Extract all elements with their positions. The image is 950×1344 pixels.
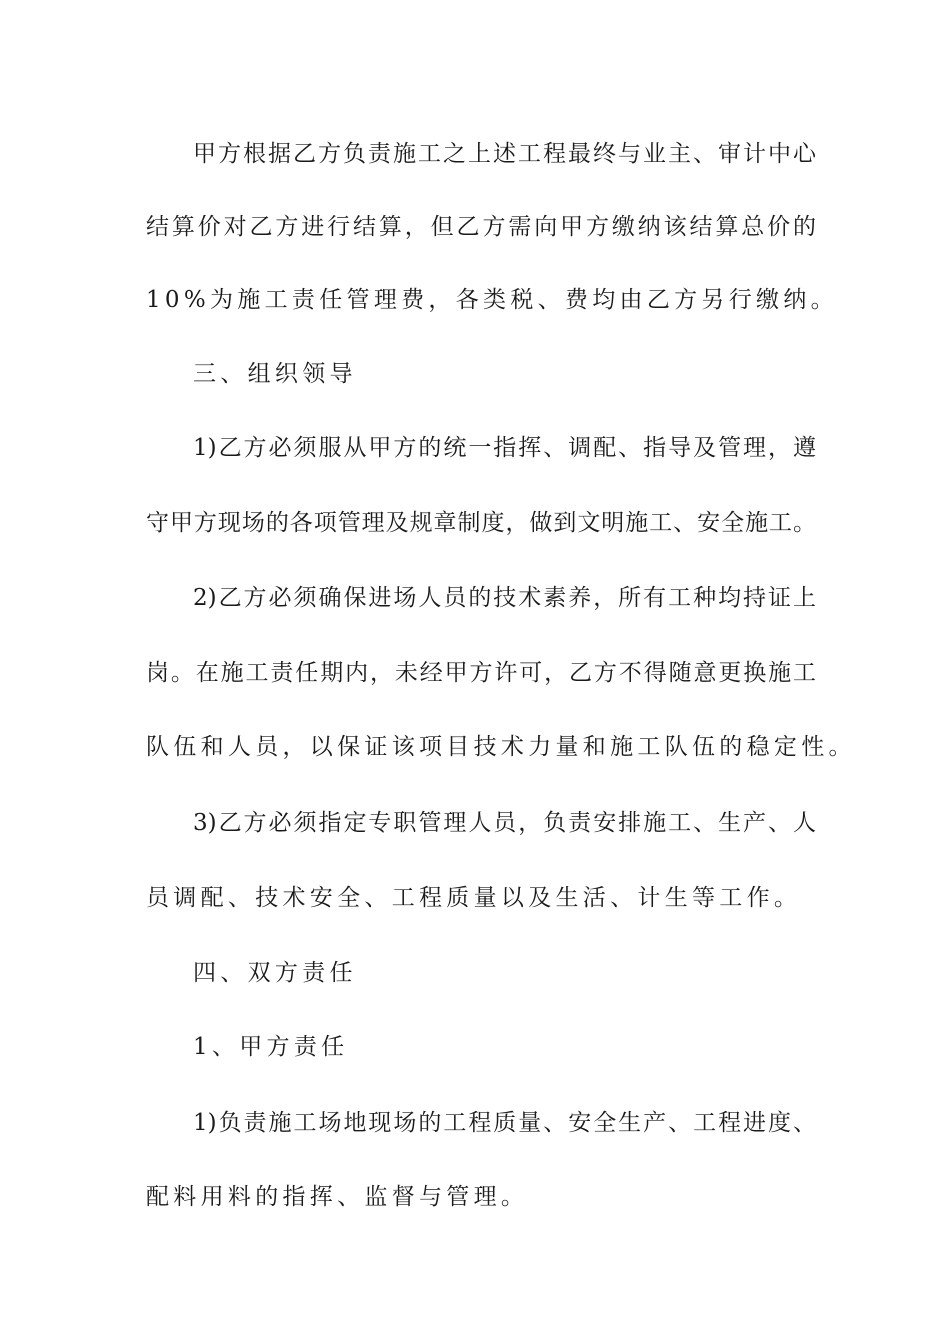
section-heading: 四、双方责任 xyxy=(193,960,357,986)
paragraph-line: 10%为施工责任管理费，各类税、费均由乙方另行缴纳。 xyxy=(146,287,838,313)
paragraph-line: 1)乙方必须服从甲方的统一指挥、调配、指导及管理，遵 xyxy=(193,435,816,461)
paragraph-line: 守甲方现场的各项管理及规章制度，做到文明施工、安全施工。 xyxy=(146,510,816,536)
paragraph-line: 3)乙方必须指定专职管理人员，负责安排施工、生产、人 xyxy=(193,810,816,836)
paragraph-line: 岗。在施工责任期内，未经甲方许可，乙方不得随意更换施工 xyxy=(146,660,816,686)
paragraph-line: 2)乙方必须确保进场人员的技术素养，所有工种均持证上 xyxy=(193,585,816,611)
paragraph-line: 员调配、技术安全、工程质量以及生活、计生等工作。 xyxy=(146,885,802,911)
section-heading: 三、组织领导 xyxy=(193,361,357,387)
subsection-heading: 1、甲方责任 xyxy=(193,1034,349,1060)
paragraph-line: 队伍和人员，以保证该项目技术力量和施工队伍的稳定性。 xyxy=(146,734,856,760)
paragraph-line: 甲方根据乙方负责施工之上述工程最终与业主、审计中心 xyxy=(193,141,816,167)
paragraph-line: 结算价对乙方进行结算，但乙方需向甲方缴纳该结算总价的 xyxy=(146,214,816,240)
paragraph-line: 配料用料的指挥、监督与管理。 xyxy=(146,1184,529,1210)
paragraph-line: 1)负责施工场地现场的工程质量、安全生产、工程进度、 xyxy=(193,1110,816,1136)
